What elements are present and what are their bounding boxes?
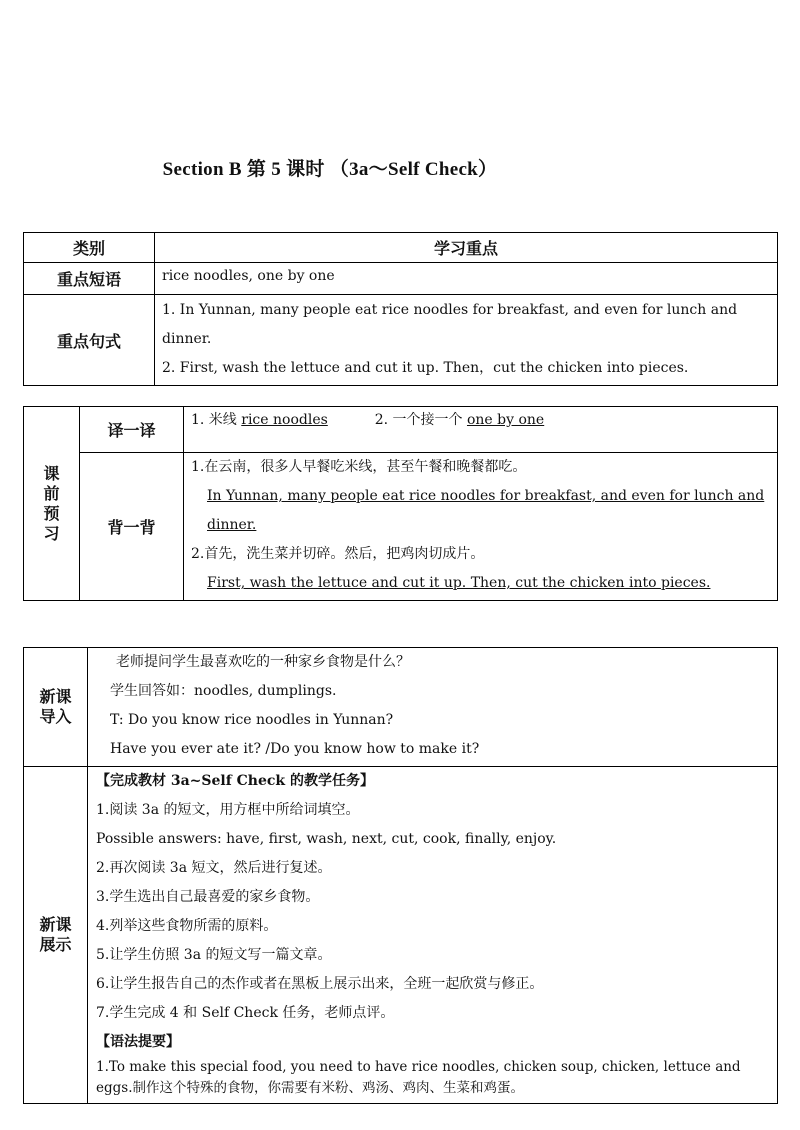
memorize-answer-2: First, wash the lettuce and cut it up. Then, cut the chicken into pieces. <box>207 575 711 591</box>
label-key-phrases: 重点短语 <box>24 263 155 295</box>
preview-side-label: 课前预习 <box>24 407 80 601</box>
translate-cell: 1. 米线 rice noodles 2. 一个接一个 one by one <box>184 407 778 453</box>
header-key-points: 学习重点 <box>155 233 778 263</box>
key-points-table <box>23 232 778 386</box>
task-line-2: Possible answers: have, first, wash, next, cut, cook, finally, enjoy. <box>96 831 557 847</box>
lead-in-line-2: 学生回答如：noodles, dumplings. <box>110 683 337 699</box>
grammar-text: 1.To make this special food, you need to have rice noodles, chicken soup, chicken, lettuce and eggs.制作这个特殊的食物，你需要有米粉、鸡汤、鸡肉、生菜和鸡蛋。 <box>96 1059 741 1096</box>
memorize-answer-1: In Yunnan, many people eat rice noodles for breakfast, and even for lunch and dinner. <box>207 488 765 533</box>
memorize-line-2: 2.首先，洗生菜并切碎。然后，把鸡肉切成片。 <box>191 546 485 562</box>
task-line-6: 5.让学生仿照 3a 的短文写一篇文章。 <box>96 947 332 963</box>
task-line-8: 7.学生完成 4 和 Self Check 任务，老师点评。 <box>96 1005 395 1021</box>
label-memorize: 背一背 <box>80 453 184 601</box>
label-translate: 译一译 <box>80 407 184 453</box>
answer-one-by-one: one by one <box>466 412 545 428</box>
page-title: Section B 第 5 课时 （3a～Self Check） <box>162 159 498 180</box>
lead-in-line-3: T: Do you know rice noodles in Yunnan? <box>110 712 394 728</box>
label-lead-in: 新课导入 <box>24 648 88 767</box>
header-category: 类别 <box>24 233 155 263</box>
preview-table <box>23 406 778 601</box>
memorize-line-1: 1.在云南，很多人早餐吃米线，甚至午餐和晚餐都吃。 <box>191 459 527 475</box>
lead-in-cell <box>88 648 778 767</box>
task-line-3: 2.再次阅读 3a 短文，然后进行复述。 <box>96 860 332 876</box>
task-line-5: 4.列举这些食物所需的原料。 <box>96 918 278 934</box>
task-line-4: 3.学生选出自己最喜爱的家乡食物。 <box>96 889 320 905</box>
answer-rice-noodles: rice noodles <box>241 412 328 428</box>
task-line-1: 1.阅读 3a 的短文，用方框中所给词填空。 <box>96 802 360 818</box>
presentation-cell <box>88 767 778 1104</box>
key-sentences-cell <box>155 295 778 386</box>
lead-in-line-4: Have you ever ate it? /Do you know how to make it? <box>110 741 480 757</box>
key-phrases-text: rice noodles, one by one <box>155 263 778 295</box>
key-sentence-2: 2. First, wash the lettuce and cut it up. Then，cut the chicken into pieces. <box>162 360 689 376</box>
grammar-heading: 【语法提要】 <box>96 1034 180 1050</box>
task-line-7: 6.让学生报告自己的杰作或者在黑板上展示出来，全班一起欣赏与修正。 <box>96 976 544 992</box>
lead-in-line-1: 老师提问学生最喜欢吃的一种家乡食物是什么？ <box>116 654 410 670</box>
key-sentence-1: 1. In Yunnan, many people eat rice noodles for breakfast, and even for lunch and dinner. <box>162 302 738 347</box>
label-key-sentences: 重点句式 <box>24 295 155 386</box>
memorize-cell <box>184 453 778 601</box>
label-presentation: 新课展示 <box>24 767 88 1104</box>
lesson-table <box>23 647 778 1104</box>
task-heading: 【完成教材 3a~Self Check 的教学任务】 <box>96 773 374 789</box>
